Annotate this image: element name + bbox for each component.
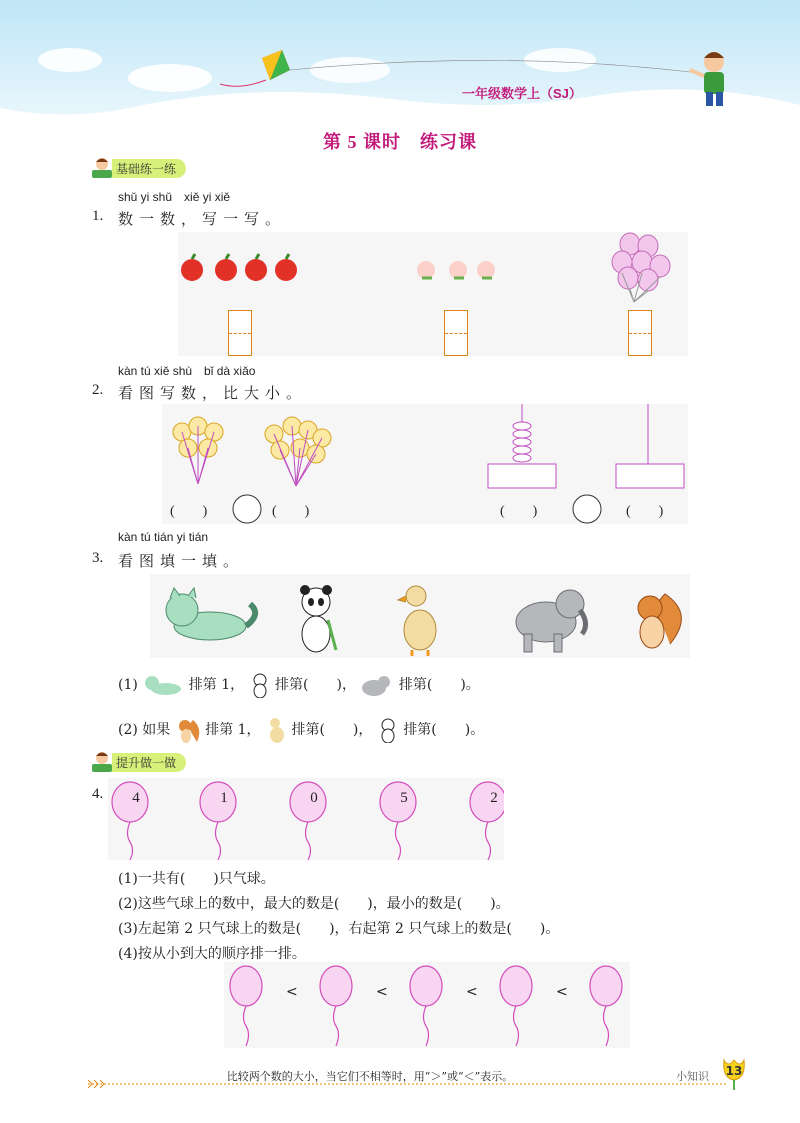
balloon-number: 0 (310, 790, 318, 806)
squirrel-small-icon (175, 716, 201, 744)
sub-text[interactable]: 排第( )。 (398, 677, 480, 693)
section-label: 提升做一做 (112, 753, 186, 772)
answer-paren[interactable]: ( ) (626, 504, 664, 519)
q4-sub2[interactable]: (2)这些气球上的数中，最大的数是( )，最小的数是( )。 (118, 896, 510, 912)
q2-pinyin: kàn tú xiě shù bǐ dà xiǎo (118, 364, 256, 378)
q3-sub2 (118, 716, 484, 744)
cat-small-icon (142, 673, 184, 697)
sub-text: 排第 1， (205, 722, 261, 738)
q2-text: 看图写数，比大小。 (118, 384, 308, 402)
answer-box-peaches[interactable] (444, 310, 468, 356)
q1-items-art (178, 232, 688, 356)
squirrel-icon (638, 594, 681, 648)
answer-paren[interactable]: ( ) (272, 504, 310, 519)
lesson-title: 第 5 课时 练习课 (323, 132, 477, 152)
sub-prefix: (1) (118, 677, 138, 693)
q4-order-panel (224, 962, 630, 1048)
sub-prefix: (2) (118, 722, 138, 738)
q1-pinyin: shǔ yi shǔ xiě yi xiě (118, 190, 231, 204)
balloon-number: 2 (490, 790, 498, 806)
less-than-sign: < (376, 984, 388, 1000)
balloon-number: 4 (132, 790, 140, 806)
q1-text: 数一数，写一写。 (118, 210, 287, 228)
peach-icon (417, 261, 495, 279)
flower-bunch-icon (173, 417, 223, 484)
q3-text: 看图填一填。 (118, 552, 245, 570)
tip-label: 小知识 (676, 1070, 709, 1083)
child-reading-icon (90, 156, 114, 180)
page-number: 13 (725, 1064, 743, 1078)
panda-small-icon (377, 717, 399, 743)
q2-picture-panel (162, 404, 688, 524)
answer-paren[interactable]: ( ) (500, 504, 538, 519)
apple-icon (181, 254, 297, 281)
q2-items-art (162, 404, 688, 524)
cat-icon (166, 588, 255, 640)
section-badge-basic (90, 156, 210, 178)
q4-order-balloons-art (224, 962, 630, 1048)
q1-picture-panel (178, 232, 688, 356)
book-title: 一年级数学上（SJ） (462, 86, 582, 101)
q4-number: 4. (92, 786, 104, 802)
answer-box-balloons[interactable] (628, 310, 652, 356)
balloon-number: 5 (400, 790, 408, 806)
abacus-icon (488, 404, 684, 488)
elephant-small-icon (360, 672, 394, 698)
balloon-number: 1 (220, 790, 228, 806)
duck-small-icon (265, 716, 287, 744)
balloon-bunch-icon (612, 233, 670, 302)
q3-animals-panel (150, 574, 690, 658)
less-than-sign: < (466, 984, 478, 1000)
header-banner-art (0, 0, 800, 120)
q1-number: 1. (92, 208, 104, 224)
less-than-sign: < (286, 984, 298, 1000)
flower-bunch-icon (265, 417, 331, 486)
child-reading-icon (90, 750, 114, 774)
footer-tip-text: 比较两个数的大小，当它们不相等时，用“＞”或“＜”表示。 (226, 1070, 514, 1083)
answer-box-apples[interactable] (228, 310, 252, 356)
panda-icon (300, 585, 336, 652)
sub-text[interactable]: 排第( )， (291, 722, 373, 738)
less-than-sign: < (556, 984, 568, 1000)
sub-text[interactable]: 排第( )。 (403, 722, 485, 738)
sub-text: 如果 (142, 722, 171, 738)
q2-number: 2. (92, 382, 104, 398)
sub-text: 排第 1， (188, 677, 245, 693)
panda-small-icon (249, 672, 271, 698)
compare-circle-right[interactable] (573, 495, 601, 523)
q3-pinyin: kàn tú tián yi tián (118, 530, 209, 544)
q3-sub1 (118, 672, 480, 698)
duck-icon (398, 586, 436, 656)
elephant-icon (516, 590, 586, 652)
section-label: 基础练一练 (112, 159, 186, 178)
q4-sub1[interactable]: (1)一共有( )只气球。 (118, 871, 275, 887)
sub-text[interactable]: 排第( )， (275, 677, 356, 693)
q4-sub3[interactable]: (3)左起第 2 只气球上的数是( )，右起第 2 只气球上的数是( )。 (118, 921, 560, 937)
q3-animals-art (150, 574, 690, 658)
answer-paren[interactable]: ( ) (170, 504, 208, 519)
q3-number: 3. (92, 550, 104, 566)
section-badge-advanced (90, 750, 210, 772)
page-header (0, 0, 800, 120)
q4-sub4: (4)按从小到大的顺序排一排。 (118, 946, 306, 962)
compare-circle-left[interactable] (233, 495, 261, 523)
